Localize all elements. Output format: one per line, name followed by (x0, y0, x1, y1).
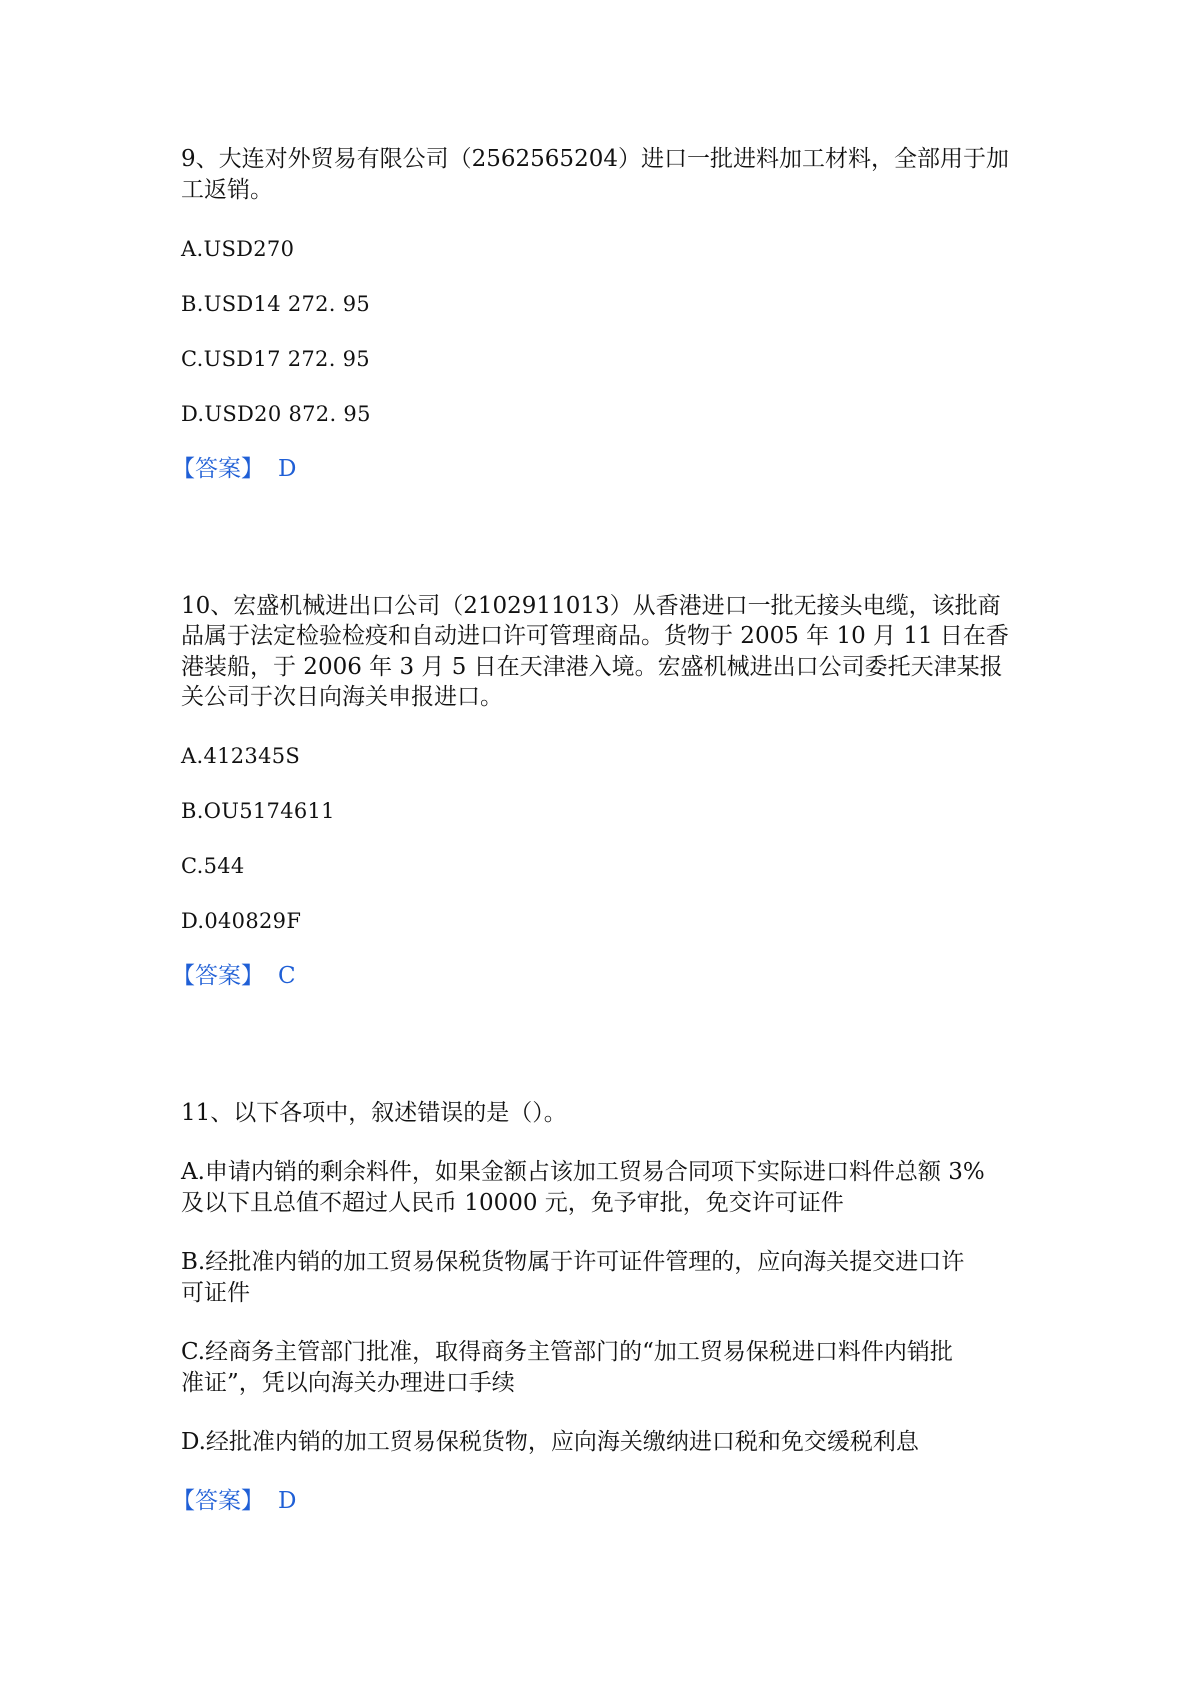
option-b: B.经批准内销的加工贸易保税货物属于许可证件管理的，应向海关提交进口许 (181, 1249, 965, 1275)
option-d: D.USD20 872. 95 (181, 402, 371, 426)
answer-label: 【答案】 (172, 963, 264, 989)
option-c: C.USD17 272. 95 (181, 347, 370, 371)
question-text-line: 品属于法定检验检疫和自动进口许可管理商品。货物于 2005 年 10 月 11 日在香 (181, 623, 1009, 649)
question-text-line: 9、大连对外贸易有限公司（2562565204）进口一批进料加工材料，全部用于加 (181, 146, 1009, 172)
question-text-line: 港装船，于 2006 年 3 月 5 日在天津港入境。宏盛机械进出口公司委托天津某报 (181, 654, 1003, 680)
answer-value: D (278, 1488, 297, 1514)
question-text-line: 10、宏盛机械进出口公司（2102911013）从香港进口一批无接头电缆，该批商 (181, 593, 1001, 619)
option-c: C.经商务主管部门批准，取得商务主管部门的“加工贸易保税进口料件内销批 (181, 1339, 953, 1365)
answer-line (172, 960, 1012, 992)
option-b: B.OU5174611 (181, 799, 335, 823)
answer-label: 【答案】 (172, 1488, 264, 1514)
answer-line (172, 453, 1012, 485)
answer-label: 【答案】 (172, 456, 264, 482)
answer-value: C (278, 963, 296, 989)
option-b: B.USD14 272. 95 (181, 292, 371, 316)
option-d: D.经批准内销的加工贸易保税货物，应向海关缴纳进口税和免交缓税利息 (181, 1429, 919, 1455)
answer-line (172, 1485, 1012, 1517)
option-a: A.412345S (181, 744, 301, 768)
question-text-line: 工返销。 (181, 177, 273, 203)
option-a: A.申请内销的剩余料件，如果金额占该加工贸易合同项下实际进口料件总额 3% (181, 1159, 985, 1185)
question-text-line: 11、以下各项中，叙述错误的是（）。 (181, 1100, 567, 1126)
answer-value: D (278, 456, 297, 482)
question-text-line: 关公司于次日向海关申报进口。 (181, 684, 503, 710)
option-a-cont: 及以下且总值不超过人民币 10000 元，免予审批，免交许可证件 (181, 1190, 844, 1216)
option-a: A.USD270 (181, 237, 295, 261)
option-c-cont: 准证”，凭以向海关办理进口手续 (181, 1370, 515, 1396)
option-c: C.544 (181, 854, 245, 878)
option-d: D.040829F (181, 909, 302, 933)
option-b-cont: 可证件 (181, 1280, 250, 1306)
